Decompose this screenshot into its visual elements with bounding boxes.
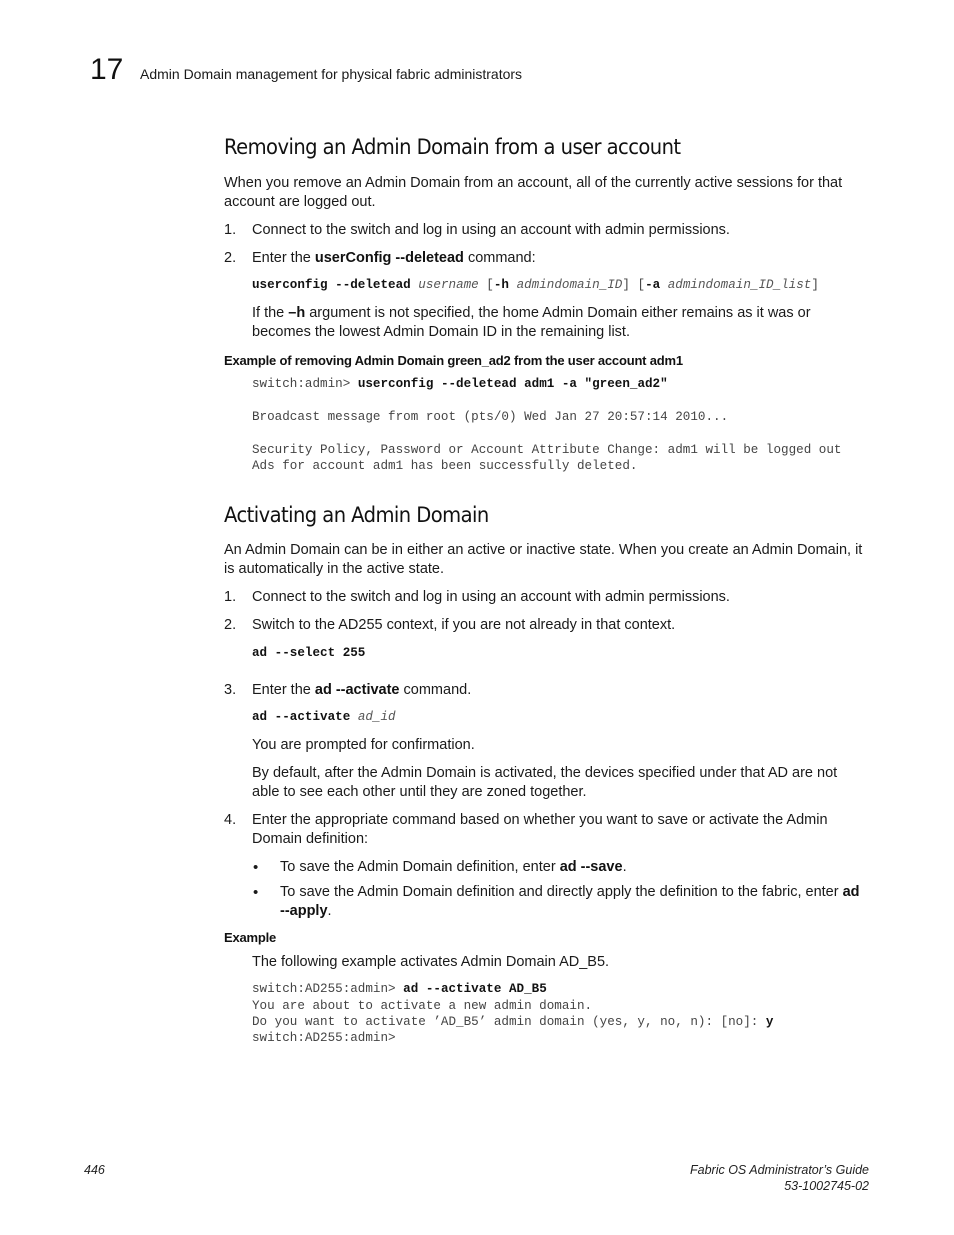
example-intro: The following example activates Admin Domain AD_B5. [252,954,610,970]
section2-step2-text: Switch to the AD255 context, if you are not already in that context. [252,617,676,633]
code-command: ad --activate AD_B5 [403,982,547,996]
code-command: ad --activate [252,710,351,724]
section1-intro-line2: account are logged out. [224,194,376,210]
section2-intro-line2: is automatically in the active state. [224,561,445,577]
code-command: userconfig --deletead adm1 -a "green_ad2" [357,377,668,391]
code-arg: admindomain_ID [516,278,623,292]
section1-step1-text: Connect to the switch and log in using an account with admin permissions. [252,222,730,238]
syntax-code [252,277,819,293]
command-name: userConfig --deletead [314,250,464,266]
code-command: ad --select 255 [252,646,366,660]
step3-code [252,709,396,725]
section2-step4-line1: Enter the appropriate command based on whether you want to save or activate the Admin [252,812,828,828]
text: To save the Admin Domain definition and directly apply the definition to the fabric, enter [280,884,843,900]
code-prompt: switch:AD255:admin> [252,982,404,996]
step-number: 2. [224,617,237,633]
doc-number: 53-1002745-02 [784,1179,869,1193]
command-name: --apply [280,903,328,919]
code-arg: admindomain_ID_list [667,278,812,292]
section1-intro-line1: When you remove an Admin Domain from an account, all of the currently active sessions for that [224,175,843,191]
default-line1: By default, after the Admin Domain is activated, the devices specified under that AD are not [252,765,838,781]
section1-step2-text [252,249,536,268]
text: . [327,903,332,919]
example-code-line: switch:AD255:admin> [252,1031,396,1045]
command-name: ad --save [559,859,623,875]
code-arg: ad_id [357,710,396,724]
text: Enter the [252,682,315,698]
section-title-activating: Activating an Admin Domain [224,503,489,527]
section1-note-line2: becomes the lowest Admin Domain ID in the remaining list. [252,324,630,340]
code-command: userconfig --deletead [252,278,411,292]
command-name: ad [842,884,860,900]
step-number: 4. [224,812,237,828]
bullet-icon: • [253,884,259,901]
text: command. [399,682,472,698]
code-punct: ] [ [622,278,646,292]
command-name: ad --activate [314,682,400,698]
step-number: 1. [224,589,237,605]
text: argument is not specified, the home Admin Domain either remains as it was or [305,305,811,321]
confirm-text: You are prompted for confirmation. [252,737,475,753]
guide-title: Fabric OS Administrator’s Guide [690,1163,869,1177]
bullet-icon: • [253,859,259,876]
code-arg: username [418,278,479,292]
step2-code [252,645,365,661]
example-code-line [252,376,668,392]
bullet2-line2 [280,902,332,921]
section2-step3-text [252,681,471,700]
code-punct: [ [478,278,494,292]
text: If the [252,305,289,321]
example-code-line: Broadcast message from root (pts/0) Wed Jan 27 20:57:14 2010... [252,410,729,424]
step-number: 3. [224,682,237,698]
chapter-number: 17 [90,53,124,86]
section2-step4-line2: Domain definition: [252,831,369,847]
code-flag: -h [493,278,509,292]
example-code-line: You are about to activate a new admin domain. [252,999,593,1013]
chapter-title: Admin Domain management for physical fabric administrators [140,66,523,82]
step-number: 2. [224,250,237,266]
step-number: 1. [224,222,237,238]
example-code-line: Security Policy, Password or Account Attribute Change: adm1 will be logged out [252,443,842,457]
text: . [622,859,627,875]
section2-intro-line1: An Admin Domain can be in either an active or inactive state. When you create an Admin Domain, it [224,542,863,558]
code-flag: -a [645,278,661,292]
example-heading: Example [224,930,277,945]
section-title-removing: Removing an Admin Domain from a user account [224,135,681,159]
section2-step1-text: Connect to the switch and log in using an account with admin permissions. [252,589,730,605]
text: command: [463,250,536,266]
example-code-line [252,1014,773,1030]
code-prompt: switch:admin> [252,377,358,391]
example-code-line [252,981,547,997]
text: To save the Admin Domain definition, enter [280,859,560,875]
section1-note-line1 [252,304,811,323]
code-punct: ] [811,278,819,292]
text: Enter the [252,250,315,266]
bullet2-line1 [280,883,860,902]
example-code-line: Ads for account adm1 has been successfully deleted. [252,459,638,473]
code-answer: y [765,1015,774,1029]
flag-name: –h [288,305,306,321]
default-line2: able to see each other until they are zoned together. [252,784,587,800]
bullet1-text [280,858,627,877]
example-heading: Example of removing Admin Domain green_ad2 from the user account adm1 [224,353,683,368]
code-text: Do you want to activate ’AD_B5’ admin domain (yes, y, no, n): [no]: [252,1015,766,1029]
page-number: 446 [84,1163,105,1177]
